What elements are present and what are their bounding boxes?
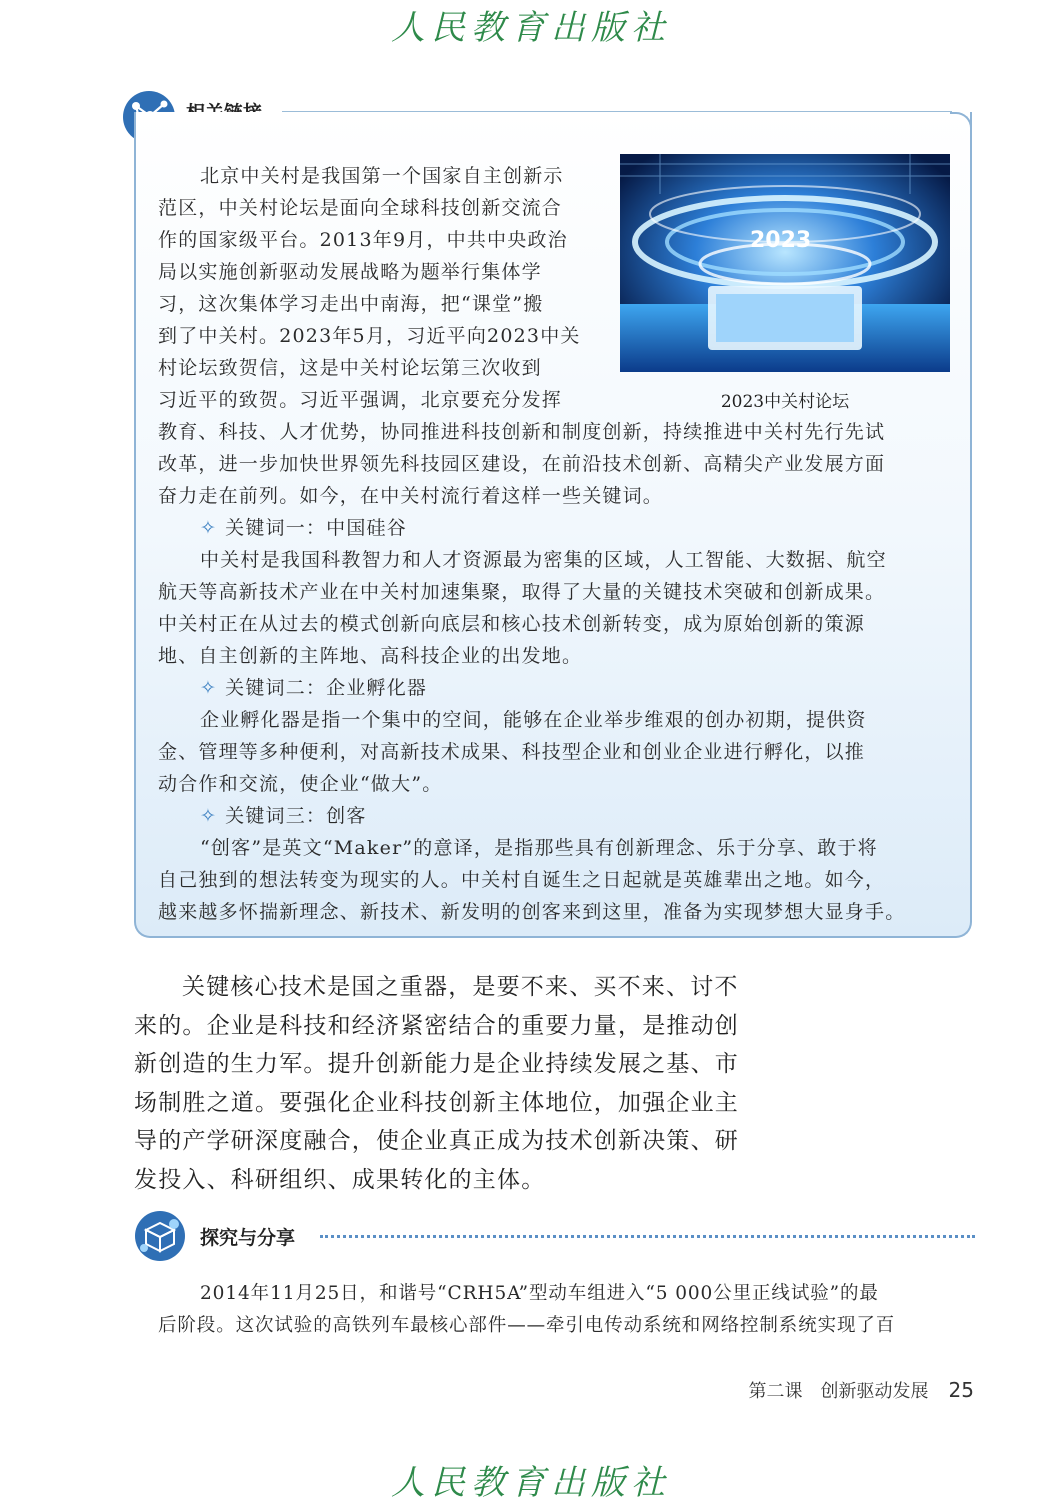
intro-line: 到了中关村。2023年5月，习近平向2023中关 — [158, 325, 581, 347]
intro-line: 改革，进一步加快世界领先科技园区建设，在前沿技术创新、高精尖产业发展方面 — [158, 453, 886, 475]
explore-line: 2014年11月25日，和谐号“CRH5A”型动车组进入“5 000公里正线试验”的最 — [200, 1283, 879, 1304]
intro-line: 范区，中关村论坛是面向全球科技创新交流合 — [158, 197, 563, 219]
keyword-line: 企业孵化器是指一个集中的空间，能够在企业举步维艰的创办初期，提供资 — [200, 709, 867, 731]
keyword-line: 越来越多怀揣新理念、新技术、新发明的创客来到这里，准备为实现梦想大显身手。 — [158, 901, 906, 923]
keyword-line: 金、管理等多种便利，对高新技术成果、科技型企业和创业企业进行孵化，以推 — [158, 741, 866, 763]
intro-line: 村论坛致贺信，这是中关村论坛第三次收到 — [158, 357, 542, 379]
keyword-line: 中关村是我国科教智力和人才资源最为密集的区域，人工智能、大数据、航空 — [200, 549, 887, 571]
main-paragraph — [134, 968, 774, 1199]
main-line: 关键核心技术是国之重器，是要不来、买不来、讨不 — [182, 974, 739, 1000]
intro-line: 奋力走在前列。如今，在中关村流行着这样一些关键词。 — [158, 485, 664, 507]
intro-line: 作的国家级平台。2013年9月，中共中央政治 — [158, 229, 568, 251]
keyword-line: “创客”是英文“Maker”的意译，是指那些具有创新理念、乐于分享、敢于将 — [200, 837, 878, 859]
page-number: 25 — [948, 1378, 974, 1402]
explore-paragraph — [158, 1278, 958, 1342]
photo-caption: 2023中关村论坛 — [720, 392, 850, 412]
publisher-watermark-top: 人民教育出版社 — [391, 8, 671, 48]
keyword-line: 动合作和交流，使企业“做大”。 — [158, 773, 443, 795]
photo-year-text: 2023 — [750, 228, 812, 253]
intro-line: 教育、科技、人才优势，协同推进科技创新和制度创新，持续推进中关村先行先试 — [158, 421, 886, 443]
sparkle-icon: ✧ — [200, 805, 218, 827]
chapter-title: 第二课 创新驱动发展 — [748, 1381, 929, 1402]
sparkle-icon: ✧ — [200, 677, 218, 699]
explore-line: 后阶段。这次试验的高铁列车最核心部件——牵引电传动系统和网络控制系统实现了百 — [158, 1315, 896, 1336]
keyword-heading: ✧ 关键词三：创客 — [200, 805, 367, 827]
related-link-content — [158, 160, 950, 928]
intro-line: 习近平的致贺。习近平强调，北京要充分发挥 — [158, 389, 563, 411]
main-line: 场制胜之道。要强化企业科技创新主体地位，加强企业主 — [134, 1089, 739, 1116]
main-line: 新创造的生力军。提升创新能力是企业持续发展之基、市 — [134, 1051, 739, 1077]
intro-line: 局以实施创新驱动发展战略为题举行集体学 — [158, 261, 542, 283]
explore-share-title: 探究与分享 — [200, 1227, 296, 1249]
sparkle-icon: ✧ — [200, 517, 218, 539]
keyword-line: 中关村正在从过去的模式创新向底层和核心技术创新转变，成为原始创新的策源 — [158, 613, 866, 635]
keyword-heading: ✧ 关键词一：中国硅谷 — [200, 517, 407, 539]
keyword-heading: ✧ 关键词二：企业孵化器 — [200, 677, 428, 699]
main-line: 导的产学研深度融合，使企业真正成为技术创新决策、研 — [134, 1128, 739, 1154]
explore-cube-icon — [134, 1210, 186, 1262]
keyword-line: 地、自主创新的主阵地、高科技企业的出发地。 — [158, 645, 583, 667]
intro-line: 北京中关村是我国第一个国家自主创新示 — [200, 165, 564, 187]
main-line: 发投入、科研组织、成果转化的主体。 — [134, 1166, 546, 1193]
keyword-line: 自己独到的想法转变为现实的人。中关村自诞生之日起就是英雄辈出之地。如今， — [158, 869, 886, 891]
dotted-divider — [320, 1235, 975, 1238]
publisher-watermark-bottom: 人民教育出版社 — [391, 1463, 671, 1503]
main-line: 来的。企业是科技和经济紧密结合的重要力量，是推动创 — [134, 1012, 739, 1039]
page-footer — [749, 1377, 974, 1403]
intro-line: 习，这次集体学习走出中南海，把“课堂”搬 — [158, 293, 544, 315]
keyword-line: 航天等高新技术产业在中关村加速集聚，取得了大量的关键技术突破和创新成果。 — [158, 581, 886, 603]
